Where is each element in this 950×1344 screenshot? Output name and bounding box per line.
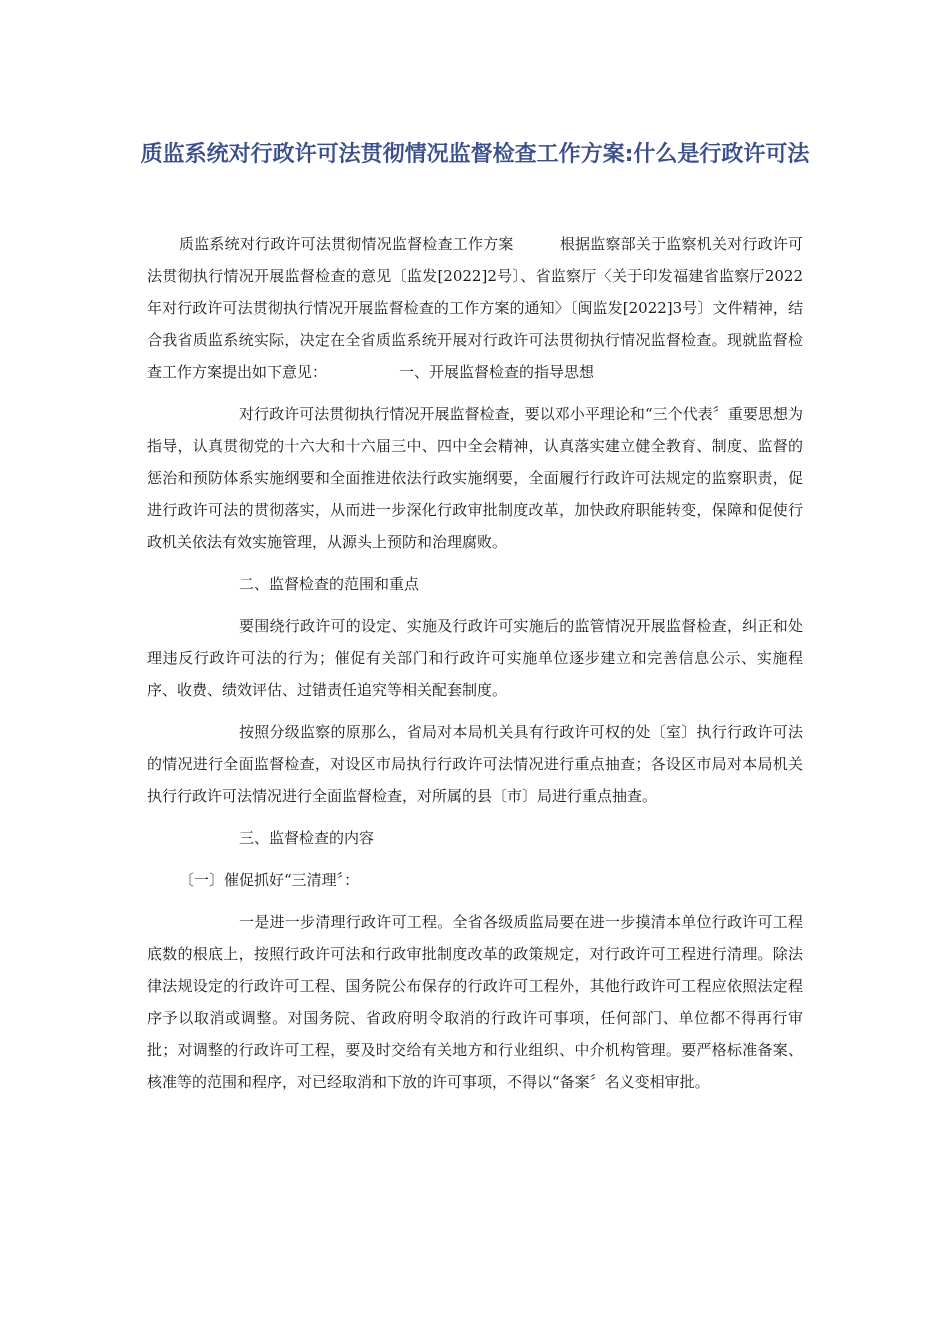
document-body bbox=[147, 228, 803, 1098]
paragraph-graded-supervision: 按照分级监察的原那么，省局对本局机关具有行政许可权的处〔室〕执行行政许可法的情况进行全面监督检查，对设区市局执行行政许可法情况进行重点抽查；各设区市局对本局机关执行行政许可法情况进行全面监督检查，对所属的县〔市〕局进行重点抽查。 bbox=[147, 723, 803, 805]
section-heading-3: 三、监督检查的内容 bbox=[239, 829, 375, 847]
document-title: 质监系统对行政许可法贯彻情况监督检查工作方案:什么是行政许可法 bbox=[140, 142, 810, 167]
intro-paragraph bbox=[147, 228, 803, 388]
section-heading-1: 一、开展监督检查的指导思想 bbox=[399, 363, 595, 381]
paragraph-cleanup-items: 一是进一步清理行政许可工程。全省各级质监局要在进一步摸清本单位行政许可工程底数的根底上，按照行政许可法和行政审批制度改革的政策规定，对行政许可工程进行清理。除法律法规设定的行政许可工程、国务院公布保存的行政许可工程外，其他行政许可工程应依照法定程序予以取消或调整。对国务院、省政府明令取消的行政许可事项，任何部门、单位都不得再行审批；对调整的行政许可工程，要及时交给有关地方和行业组织、中介机构管理。要严格标准备案、核准等的范围和程序，对已经取消和下放的许可事项，不得以“备案〞名义变相审批。 bbox=[147, 913, 803, 1091]
paragraph-guiding-thought: 对行政许可法贯彻执行情况开展监督检查，要以邓小平理论和“三个代表〞重要思想为指导，认真贯彻党的十六大和十六届三中、四中全会精神，认真落实建立健全教育、制度、监督的惩治和预防体系实施纲要和全面推进依法行政实施纲要，全面履行行政许可法规定的监察职责，促进行政许可法的贯彻落实，从而进一步深化行政审批制度改革，加快政府职能转变，保障和促使行政机关依法有效实施管理，从源头上预防和治理腐败。 bbox=[147, 405, 803, 551]
intro-title-ref: 质监系统对行政许可法贯彻情况监督检查工作方案 bbox=[179, 235, 514, 253]
intro-text: 根据监察部关于监察机关对行政许可法贯彻执行情况开展监督检查的意见〔监发[2022]2号〕、省监察厅〈关于印发福建省监察厅2022年对行政许可法贯彻执行情况开展监督检查的工作方案的通知〉〔闽监发[2022]3号〕文件精神，结合我省质监系统实际，决定在全省质监系统开展对行政许可法贯彻执行情况监督检查。现就监督检查工作方案提出如下意见： bbox=[147, 235, 803, 381]
subsection-heading-1: 〔一〕催促抓好“三清理〞： bbox=[179, 871, 360, 889]
section-heading-2: 二、监督检查的范围和重点 bbox=[239, 575, 420, 593]
paragraph-scope: 要围绕行政许可的设定、实施及行政许可实施后的监管情况开展监督检查，纠正和处理违反行政许可法的行为；催促有关部门和行政许可实施单位逐步建立和完善信息公示、实施程序、收费、绩效评估、过错责任追究等相关配套制度。 bbox=[147, 617, 803, 699]
